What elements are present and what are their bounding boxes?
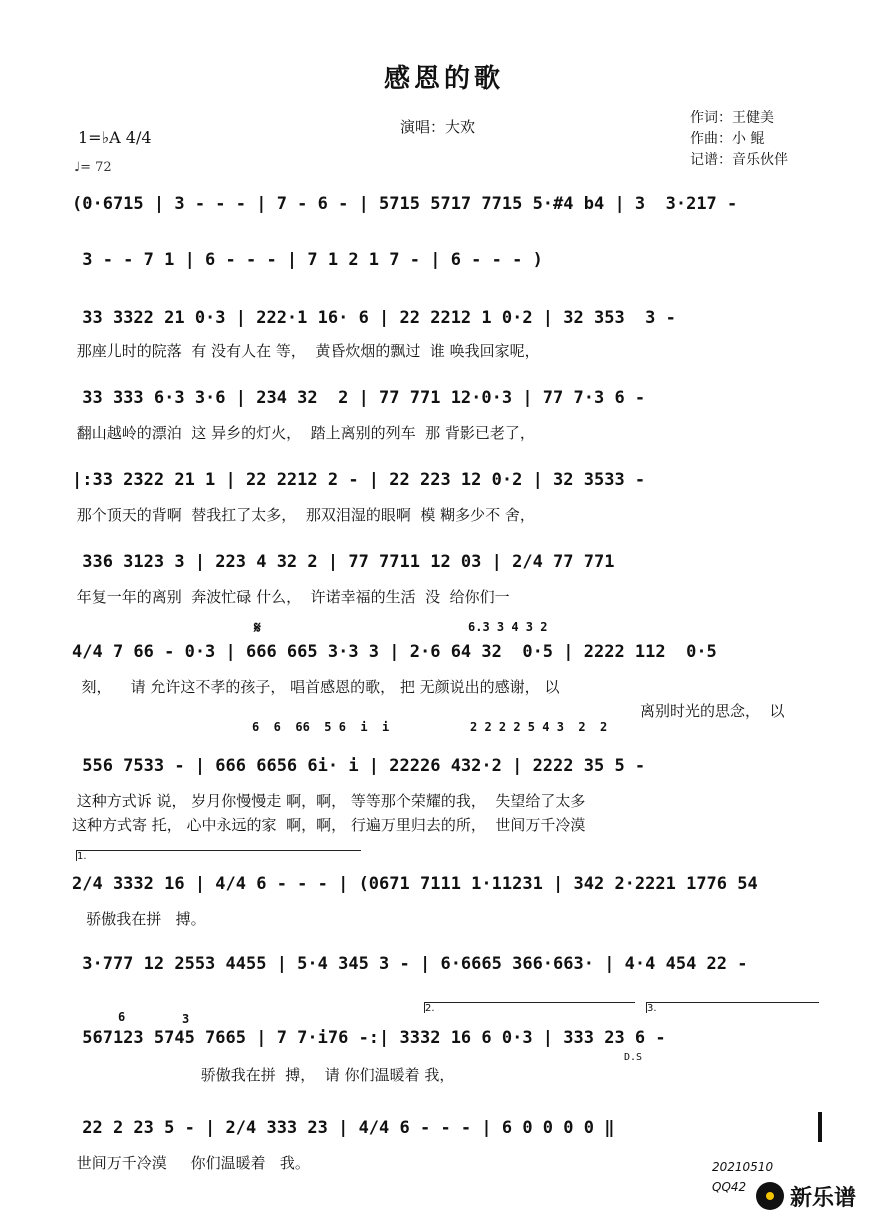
score-row-2-notes: 3 - - 7 1 | 6 - - - | 7 1 2 1 7 - | 6 - - - ): [72, 250, 543, 270]
volta-1-label: 1.: [77, 851, 87, 862]
volta-3-bracket: [646, 1002, 819, 1013]
score-row-8-upper-notes-b: 2 2 2 2 5 4 3 2 2: [470, 720, 608, 734]
segno-sign: 𝄋: [254, 618, 261, 637]
composer-credit: 作曲：小 鲲: [690, 131, 765, 147]
score-row-5-notes: |:33 2322 21 1 | 22 2212 2 - | 22 223 12 0·2 | 32 3533 -: [72, 470, 646, 490]
site-logo-text: 新乐谱: [790, 1185, 857, 1211]
score-row-3-notes: 33 3322 21 0·3 | 222·1 16· 6 | 22 2212 1 0·2 | 32 353 3 -: [72, 308, 676, 328]
score-row-1-notes: (0·6715 | 3 - - - | 7 - 6 - | 5715 5717 7715 5·#4 b4 | 3 3·217 -: [72, 194, 738, 214]
transcription-date: 20210510: [712, 1160, 774, 1174]
score-row-11-lyrics: 骄傲我在拼 搏， 请 你们温暖着 我，: [72, 1066, 455, 1084]
vinyl-disc-icon: [756, 1182, 784, 1210]
volta-3-label: 3.: [647, 1003, 657, 1014]
score-row-11-notes: 567123 5745 7665 | 7 7·i76 -:| 3332 16 6 0·3 | 333 23 6 -: [72, 1028, 666, 1048]
score-row-9-notes: 2/4 3332 16 | 4/4 6 - - - | (0671 7111 1·11231 | 342 2·2221 1776 54: [72, 874, 758, 894]
score-row-7-lyrics: 刻， 请 允许这不孝的孩子， 唱首感恩的歌， 把 无颜说出的感谢， 以: [72, 678, 560, 696]
qq-number: QQ42: [712, 1180, 747, 1194]
score-row-8-notes: 556 7533 - | 666 6656 6i· i | 22226 432·2 | 2222 35 5 -: [72, 756, 646, 776]
lyricist-credit: 作词：王健美: [690, 110, 774, 126]
score-row-8-upper-notes-a: 6 6 66 5 6 i i: [252, 720, 390, 734]
tempo-marking: ♩= 72: [74, 160, 112, 175]
transcriber-credit: 记谱：音乐伙伴: [690, 152, 788, 168]
score-row-8-lyrics: 这种方式诉 说， 岁月你慢慢走 啊，啊， 等等那个荣耀的我， 失望给了太多: [72, 792, 586, 810]
score-row-4-notes: 33 333 6·3 3·6 | 234 32 2 | 77 771 12·0·3 | 77 7·3 6 -: [72, 388, 646, 408]
key-signature: 1=♭A 4/4: [78, 128, 152, 147]
score-row-4-lyrics: 翻山越岭的漂泊 这 异乡的灯火， 踏上离别的列车 那 背影已老了，: [72, 424, 535, 442]
score-row-12-lyrics: 世间万千冷漠 你们温暖着 我。: [72, 1154, 310, 1172]
volta-1-bracket: [76, 850, 361, 861]
score-row-8-alt-lyrics: 这种方式寄 托， 心中永远的家 啊，啊， 行遍万里归去的所， 世间万千冷漠: [72, 816, 586, 834]
score-row-7-upper-notes: 6.3 3 4 3 2: [468, 620, 548, 634]
tuplet-6-mark: 6: [118, 1010, 126, 1024]
score-row-3-lyrics: 那座儿时的院落 有 没有人在 等， 黄昏炊烟的飘过 谁 唤我回家呢，: [72, 342, 540, 360]
volta-2-label: 2.: [425, 1003, 435, 1014]
site-logo: [756, 1178, 882, 1214]
score-row-5-lyrics: 那个顶天的背啊 替我扛了太多， 那双泪湿的眼啊 模 糊多少不 舍，: [72, 506, 535, 524]
tuplet-3-mark: 3: [182, 1012, 190, 1026]
score-row-12-notes: 22 2 23 5 - | 2/4 333 23 | 4/4 6 - - - | 6 0 0 0 0 ‖: [72, 1118, 615, 1138]
score-row-9-lyrics: 骄傲我在拼 搏。: [72, 910, 206, 928]
ds-marking: D.S: [624, 1052, 643, 1063]
singer-credit: 演唱：大欢: [400, 118, 476, 136]
song-title: 感恩的歌: [383, 64, 504, 94]
score-row-7-alt-lyrics: 离别时光的思念， 以: [640, 702, 785, 720]
score-row-6-lyrics: 年复一年的离别 奔波忙碌 什么， 许诺幸福的生活 没 给你们一: [72, 588, 510, 606]
final-barline: [818, 1112, 822, 1142]
score-row-6-notes: 336 3123 3 | 223 4 32 2 | 77 7711 12 03 | 2/4 77 771: [72, 552, 615, 572]
credits-block: [690, 108, 788, 171]
volta-2-bracket: [424, 1002, 635, 1013]
score-row-7-notes: 4/4 7 66 - 0·3 | 666 665 3·3 3 | 2·6 64 32 0·5 | 2222 112 0·5: [72, 642, 717, 662]
score-row-10-notes: 3·777 12 2553 4455 | 5·4 345 3 - | 6·6665 366·663· | 4·4 454 22 -: [72, 954, 748, 974]
